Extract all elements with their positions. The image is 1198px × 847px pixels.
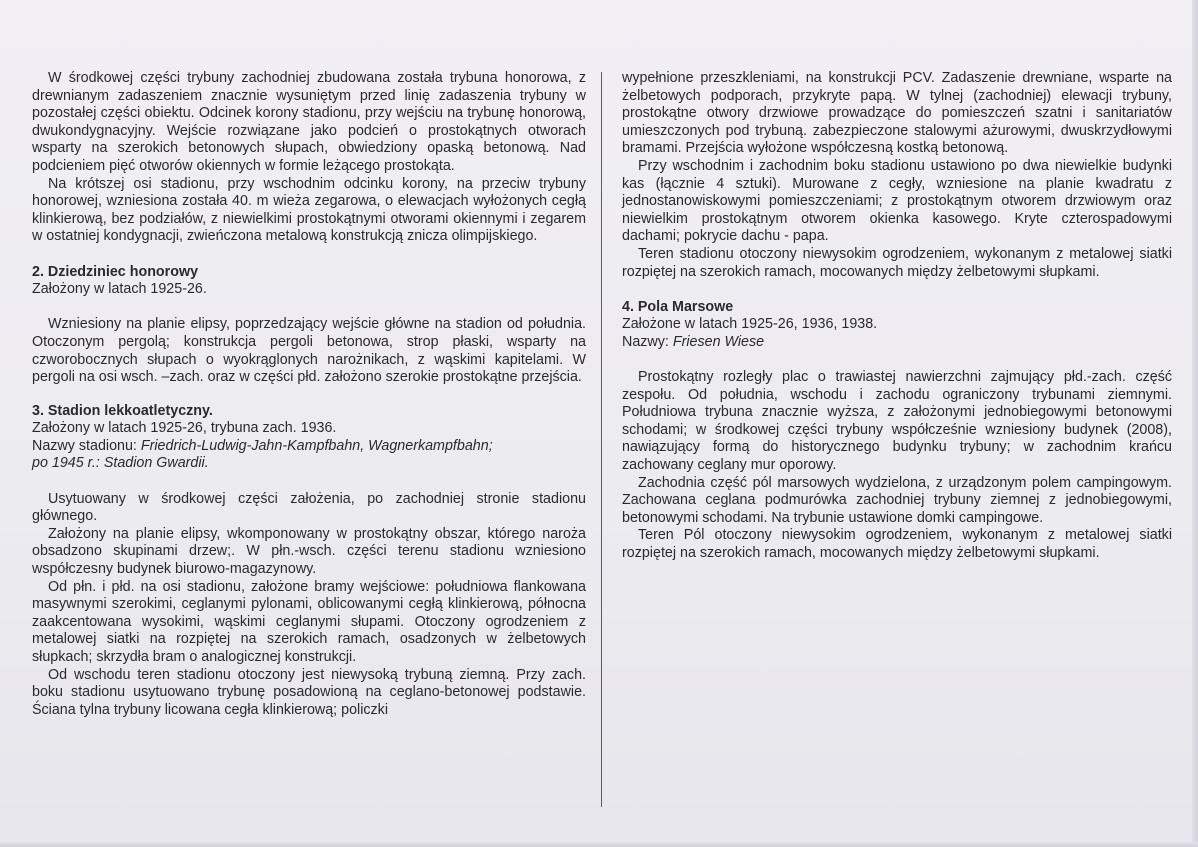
spacer	[622, 352, 1172, 370]
spacer	[32, 395, 586, 403]
spacer	[32, 473, 586, 491]
paragraph: Założony na planie elipsy, wkomponowany w prostokątny obszar, którego naroża obsadzono skupinami drzew;. W płn.-wsch. części terenu stadionu wzniesiono współczesny budynek biurowo-magazynowy.	[32, 525, 586, 578]
founded-date: Założone w latach 1925-26, 1936, 1938.	[622, 316, 878, 333]
spacer	[32, 387, 586, 395]
right-column	[622, 70, 1172, 563]
spacer	[32, 299, 586, 317]
paragraph: Teren Pól otoczony niewysokim ogrodzeniem, wykonanym z metalowej siatki rozpiętej na szerokich ramach, mocowanych między żelbetowymi słupkami.	[622, 527, 1172, 562]
names-value: Friesen Wiese	[672, 333, 765, 350]
spacer	[32, 246, 586, 264]
paragraph: Prostokątny rozległy plac o trawiastej nawierzchni zajmujący płd.-zach. część zespołu. Od południa, wschodu i zachodu ograniczony trybunami ziemnymi. Południowa trybuna znacznie wyższa, z założonymi jednobiegowymi betonowymi schodami; w środkowej części trybuny współcześnie wzniesiony budynek (2008), nawiązujący formą do historycznego budynku trybuny; w zachodnim krańcu zachowany ceglany mur oporowy.	[622, 369, 1172, 474]
names-label: Nazwy:	[622, 333, 669, 350]
paragraph: Teren stadionu otoczony niewysokim ogrodzeniem, wykonanym z metalowej siatki rozpiętej na szerokich ramach, mocowanych między żelbetowymi słupkami.	[622, 245, 1172, 280]
paragraph: Usytuowany w środkowej części założenia, po zachodniej stronie stadionu głównego.	[32, 490, 586, 525]
page-edge-bottom	[0, 842, 1198, 847]
names-after-value: Stadion Gwardii.	[103, 455, 209, 472]
paragraph: wypełnione przeszkleniami, na konstrukcji PCV. Zadaszenie drewniane, wsparte na żelbetowych podporach, przykryte papą. W tylnej (zachodniej) elewacji trybuny, prostokątne otwory drzwiowe prowadzące do pomieszczeń szatni i sanitariatów umieszczonych pod trybuną. zabezpieczone stalowymi ażurowymi, dwuskrzydłowymi bramami. Przejścia wyłożone współczesną kostką betonową.	[622, 70, 1172, 157]
names-after-label: po 1945 r.:	[32, 455, 100, 472]
paragraph: Przy wschodnim i zachodnim boku stadionu ustawiono po dwa niewielkie budynki kas (łącznie 4 sztuki). Murowane z cegły, wzniesione na planie kwadratu z jednostanowiskowymi pomieszczeniami; z prostokątnym otworem drzwiowym oraz niewielkim prostokątnym otworem okienka kasowego. Kryte czterospadowymi dachami; pokrycie dachu - papa.	[622, 157, 1172, 245]
section-heading-stadion: 3. Stadion lekkoatletyczny.	[32, 402, 213, 419]
stadium-names-after-1945	[32, 455, 586, 473]
paragraph: Na krótszej osi stadionu, przy wschodnim odcinku korony, na przeciw trybuny honorowej, wzniesiona została 40. m wieża zegarowa, o elewacjach wyłożonych cegłą klinkierową, bez podziałów, z niewielkimi prostokątnymi otworami okiennymi i zegarem w ostatniej kondygnacji, zwieńczona metalową konstrukcją znicza olimpijskiego.	[32, 175, 586, 245]
paragraph: Od wschodu teren stadionu otoczony jest niewysoką trybuną ziemną. Przy zach. boku stadionu usytuowano trybunę posadowioną na ceglano-betonowej podstawie. Ściana tylna trybuny licowana cegła klinkierową; policzki	[32, 666, 586, 718]
founded-date: Założony w latach 1925-26.	[32, 281, 207, 298]
founded-date: Założony w latach 1925-26, trybuna zach. 1936.	[32, 420, 337, 437]
spacer	[622, 281, 1172, 299]
section-heading-dziedziniec: 2. Dziedziniec honorowy	[32, 263, 199, 280]
left-column	[32, 70, 586, 719]
paragraph: Zachodnia część pól marsowych wydzielona, z urządzonym polem campingowym. Zachowana ceglana podmurówka zachodniej trybuny ziemnej z jednobiegowymi, betonowymi schodami. Na trybunie ustawione domki campingowe.	[622, 474, 1172, 526]
page-edge-right	[1192, 0, 1198, 847]
paragraph: Wzniesiony na planie elipsy, poprzedzający wejście główne na stadion od południa. Otoczonym pergolą; konstrukcja pergoli betonowa, strop płaski, wsparty na czworobocznych słupach o wyokrąglonych narożnikach, z wąskimi kapitelami. W pergoli na osi wsch. –zach. oraz w części płd. założono szerokie prostokątne przejścia.	[32, 316, 586, 386]
column-divider	[601, 72, 602, 807]
section-heading-pola-marsowe: 4. Pola Marsowe	[622, 298, 734, 315]
paragraph: W środkowej części trybuny zachodniej zbudowana została trybuna honorowa, z drewnianym zadaszeniem znacznie wysuniętym przed linię zadaszenia trybuny w pozostałej części obiektu. Odcinek korony stadionu, przy wejściu na trybunę honorową, dwukondygnacyjny. Wejście rozwiązane jako podcień o prostokątnych otworach wsparty na szerokich betonowych słupach, obwiedziony opaską betonową. Nad podcieniem pięć otworów okiennych w formie leżącego prostokąta.	[32, 70, 586, 174]
stadium-names	[32, 438, 586, 456]
paragraph: Od płn. i płd. na osi stadionu, założone bramy wejściowe: południowa flankowana masywnymi szerokimi, ceglanymi pylonami, oblicowanymi cegłą klinkierową, północna zaakcentowana wysokimi, wąskimi ceglanymi słupami. Otoczony ogrodzeniem z metalowej siatki na rozpiętej na szerokich ramach, osadzonych w żelbetowych słupkach; skrzydła bram o analogicznej konstrukcji.	[32, 578, 586, 665]
field-names	[622, 334, 1172, 352]
names-value: Friedrich-Ludwig-Jahn-Kampfbahn, Wagnerkampfbahn;	[140, 437, 493, 454]
names-label: Nazwy stadionu:	[32, 437, 137, 454]
